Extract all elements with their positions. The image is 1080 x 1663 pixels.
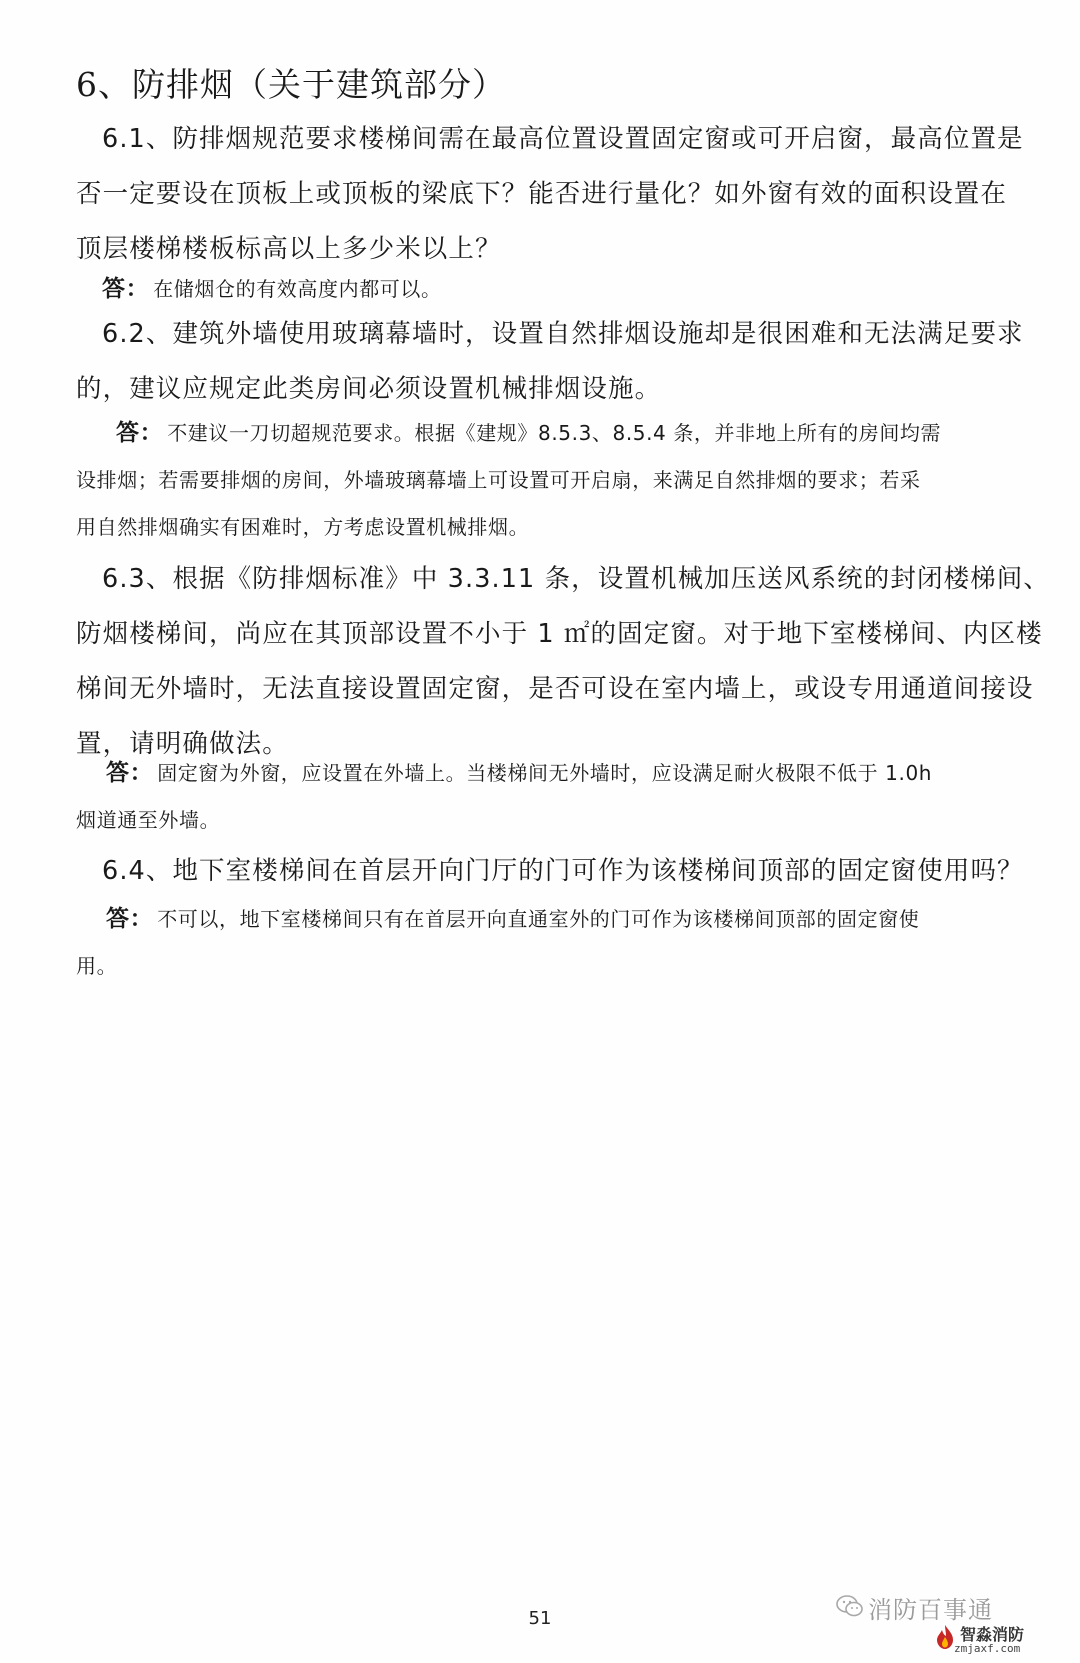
- question-line: 防烟楼梯间，尚应在其顶部设置不小于 1 ㎡的固定窗。对于地下室楼梯间、内区楼: [76, 619, 1043, 649]
- answer-text: 固定窗为外窗，应设置在外墙上。当楼梯间无外墙时，应设满足耐火极限不低于 1.0h: [157, 761, 933, 785]
- wechat-icon: [836, 1595, 864, 1617]
- badge-url: zmjaxf.com: [954, 1642, 1021, 1655]
- answer-label: 答：: [102, 276, 150, 302]
- answer-line: [76, 896, 1036, 943]
- answer-line: 烟道通至外墙。: [76, 808, 221, 832]
- answer-6-3: [76, 750, 1036, 844]
- question-line: 6.1、防排烟规范要求楼梯间需在最高位置设置固定窗或可开启窗，最高位置是: [102, 124, 1024, 154]
- answer-6-4: [76, 896, 1036, 990]
- watermark-account-name: 消防百事通: [868, 1596, 993, 1624]
- question-line: 梯间无外墙时，无法直接设置固定窗，是否可设在室内墙上，或设专用通道间接设: [76, 674, 1034, 704]
- badge-name: 智淼消防: [960, 1625, 1025, 1644]
- question-line: 6.3、根据《防排烟标准》中 3.3.11 条，设置机械加压送风系统的封闭楼梯间、: [102, 564, 1050, 594]
- question-6-1: [76, 112, 1036, 277]
- question-line: 置，请明确做法。: [76, 729, 289, 759]
- answer-text: 不建议一刀切超规范要求。根据《建规》8.5.3、8.5.4 条，并非地上所有的房间均需: [167, 421, 942, 445]
- corner-badge: [934, 1622, 1044, 1660]
- question-line: 6.2、建筑外墙使用玻璃幕墙时，设置自然排烟设施却是很困难和无法满足要求: [102, 319, 1024, 349]
- answer-text: 在储烟仓的有效高度内都可以。: [153, 277, 442, 301]
- answer-line: 用。: [76, 954, 118, 978]
- question-line: 6.4、地下室楼梯间在首层开向门厅的门可作为该楼梯间顶部的固定窗使用吗？: [102, 856, 1024, 886]
- question-6-3: [76, 552, 1050, 772]
- question-6-4: [76, 844, 1036, 899]
- answer-label: 答：: [116, 420, 164, 446]
- question-line: 的，建议应规定此类房间必须设置机械排烟设施。: [76, 374, 662, 404]
- flame-logo-icon: [934, 1624, 956, 1650]
- page-number: 51: [528, 1608, 552, 1629]
- question-line: 否一定要设在顶板上或顶板的梁底下？能否进行量化？如外窗有效的面积设置在: [76, 179, 1008, 209]
- question-6-2: [76, 307, 1036, 417]
- answer-label: 答：: [106, 760, 154, 786]
- answer-line: 用自然排烟确实有困难时，方考虑设置机械排烟。: [76, 515, 530, 539]
- section-heading: 6、防排烟（关于建筑部分）: [76, 65, 506, 104]
- answer-label: 答：: [106, 906, 154, 932]
- answer-line: [76, 750, 1036, 797]
- answer-6-1: [76, 266, 1036, 313]
- answer-line: 设排烟；若需要排烟的房间，外墙玻璃幕墙上可设置可开启扇，来满足自然排烟的要求；若采: [76, 468, 921, 492]
- answer-6-2: [76, 410, 1036, 551]
- answer-line: [76, 410, 1036, 457]
- answer-text: 不可以，地下室楼梯间只有在首层开向直通室外的门可作为该楼梯间顶部的固定窗使: [157, 907, 920, 931]
- answer-line: [76, 266, 1036, 313]
- question-line: 顶层楼梯楼板标高以上多少米以上？: [76, 234, 502, 264]
